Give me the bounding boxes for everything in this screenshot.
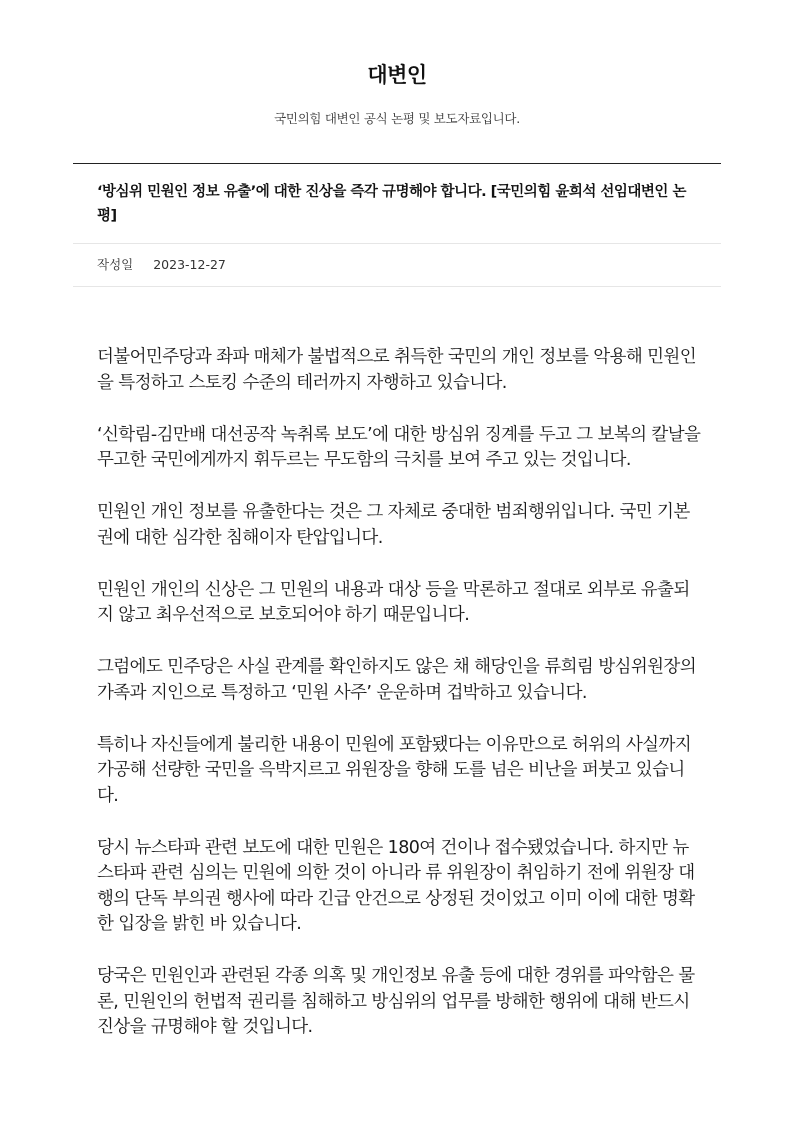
paragraph: 특히나 자신들에게 불리한 내용이 민원에 포함됐다는 이유만으로 허위의 사실까지 가공해 선량한 국민을 윽박지르고 위원장을 향해 도를 넘은 비난을 퍼붓고 있습니다. xyxy=(97,734,692,806)
site-description: 국민의힘 대변인 공식 논평 및 보도자료입니다. xyxy=(274,111,520,126)
article-title: ‘방심위 민원인 정보 유출’에 대한 진상을 즉각 규명해야 합니다. [국민의힘 윤희석 선임대변인 논평] xyxy=(73,164,721,244)
site-title: 대변인 xyxy=(367,63,427,87)
article-body xyxy=(97,345,703,1067)
paragraph: 민원인 개인의 신상은 그 민원의 내용과 대상 등을 막론하고 절대로 외부로 유출되지 않고 최우선적으로 보호되어야 하기 때문입니다. xyxy=(97,579,690,625)
paragraph: 더불어민주당과 좌파 매체가 불법적으로 취득한 국민의 개인 정보를 악용해 민원인을 특정하고 스토킹 수준의 테러까지 자행하고 있습니다. xyxy=(97,347,697,393)
date-label: 작성일 xyxy=(97,257,134,272)
paragraph: ‘신학림-김만배 대선공작 녹취록 보도’에 대한 방심위 징계를 두고 그 보복의 칼날을 무고한 국민에게까지 휘두르는 무도함의 극치를 보여 주고 있는 것입니다. xyxy=(97,424,701,470)
paragraph: 그럼에도 민주당은 사실 관계를 확인하지도 않은 채 해당인을 류희림 방심위원장의 가족과 지인으로 특정하고 ‘민원 사주’ 운운하며 겁박하고 있습니다. xyxy=(97,657,697,703)
article-header xyxy=(73,163,721,287)
page-header xyxy=(0,0,794,127)
paragraph: 당시 뉴스타파 관련 보도에 대한 민원은 180여 건이나 접수됐었습니다. 하지만 뉴스타파 관련 심의는 민원에 의한 것이 아니라 류 위원장이 취임하기 전에 위원장 대행의 단독 부의권 행사에 따라 긴급 안건으로 상정된 것이었고 이미 이에 대한 명확한 입장을 밝힌 바 있습니다. xyxy=(97,837,695,934)
paragraph: 당국은 민원인과 관련된 각종 의혹 및 개인정보 유출 등에 대한 경위를 파악함은 물론, 민원인의 헌법적 권리를 침해하고 방심위의 업무를 방해한 행위에 대해 반드시 진상을 규명해야 할 것입니다. xyxy=(97,966,695,1037)
article-meta xyxy=(73,244,721,287)
date-value: 2023-12-27 xyxy=(153,257,226,272)
paragraph: 민원인 개인 정보를 유출한다는 것은 그 자체로 중대한 범죄행위입니다. 국민 기본권에 대한 심각한 침해이자 탄압입니다. xyxy=(97,502,690,548)
